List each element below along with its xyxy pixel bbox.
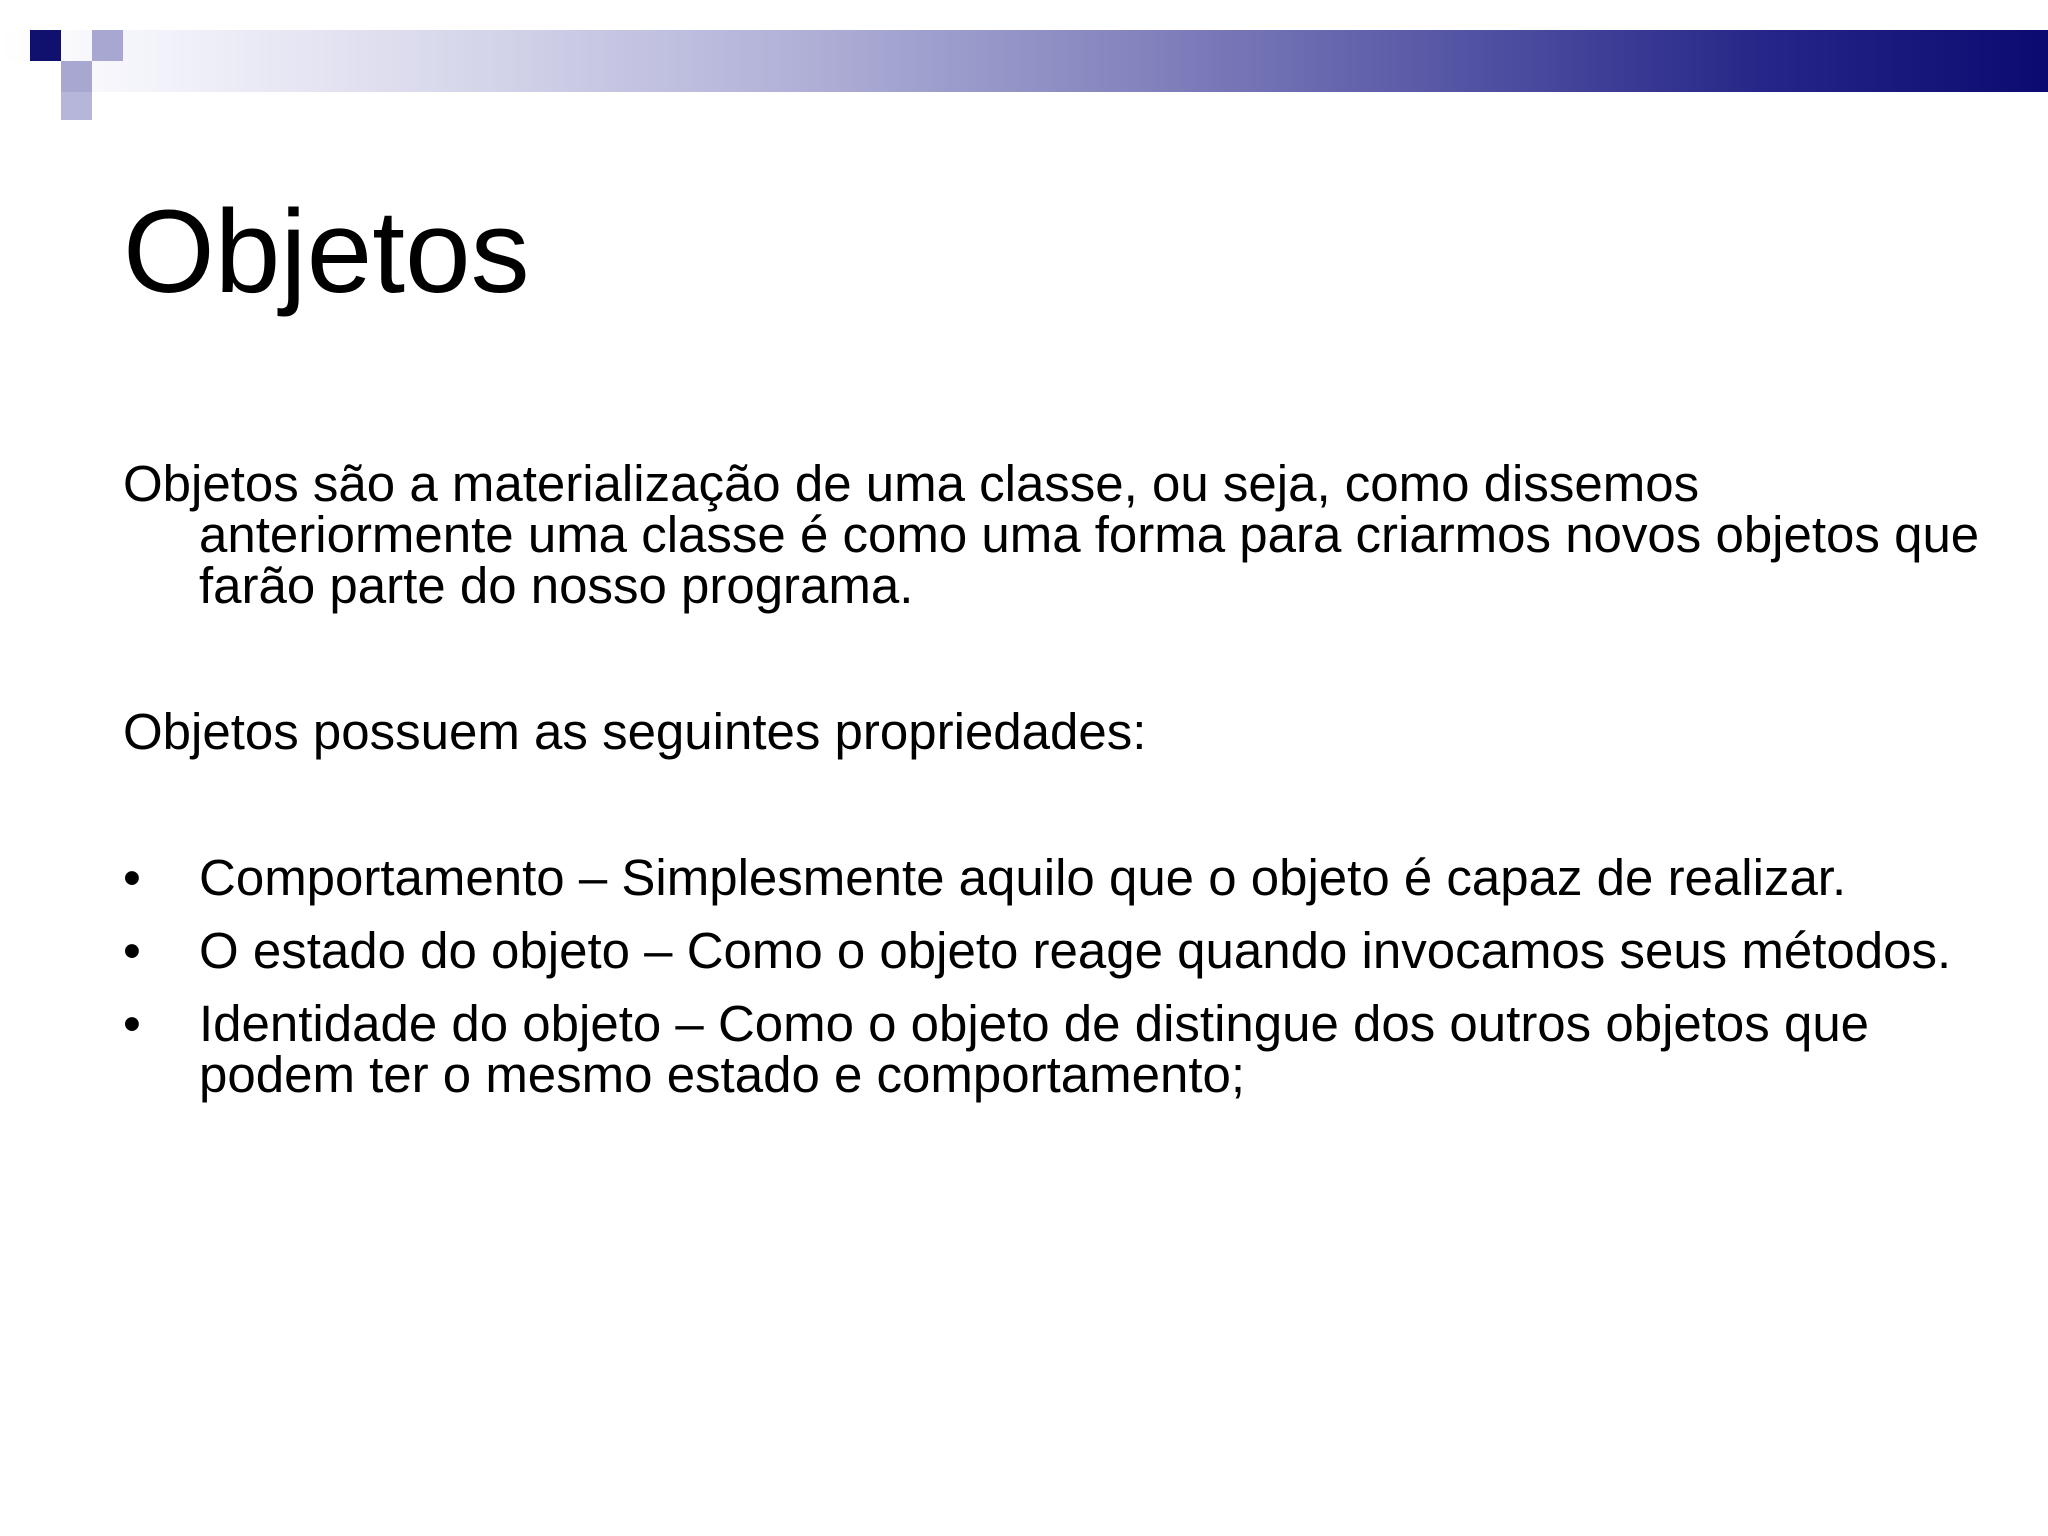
decorative-square [0, 61, 61, 92]
properties-heading: Objetos possuem as seguintes propriedades: [123, 703, 1147, 760]
properties-list [123, 849, 1983, 1103]
intro-paragraph: Objetos são a materialização de uma classe, ou seja, como dissemos anteriormente uma classe é como uma forma para criarmos novos objetos que farão parte do nosso programa. [123, 455, 1980, 614]
list-item-text: Identidade do objeto – Como o objeto de distingue dos outros objetos que podem ter o mesmo estado e comportamento; [199, 995, 1870, 1103]
decorative-square-light [92, 30, 123, 61]
bullet-icon: • [123, 922, 141, 979]
decorative-square-light [61, 92, 92, 120]
list-item [123, 849, 1983, 906]
decorative-square-light [61, 61, 92, 92]
header-gradient-bar [0, 30, 2048, 92]
slide-body [123, 455, 1983, 1122]
list-item [123, 995, 1983, 1103]
list-item-text: O estado do objeto – Como o objeto reage quando invocamos seus métodos. [199, 922, 1952, 979]
list-item-text: Comportamento – Simplesmente aquilo que o objeto é capaz de realizar. [199, 849, 1847, 906]
slide-title: Objetos [123, 186, 530, 318]
bullet-icon: • [123, 995, 141, 1052]
list-item [123, 922, 1983, 979]
decorative-square-dark [30, 30, 61, 61]
decorative-square [61, 0, 92, 30]
decorative-square [30, 92, 61, 120]
bullet-icon: • [123, 849, 141, 906]
